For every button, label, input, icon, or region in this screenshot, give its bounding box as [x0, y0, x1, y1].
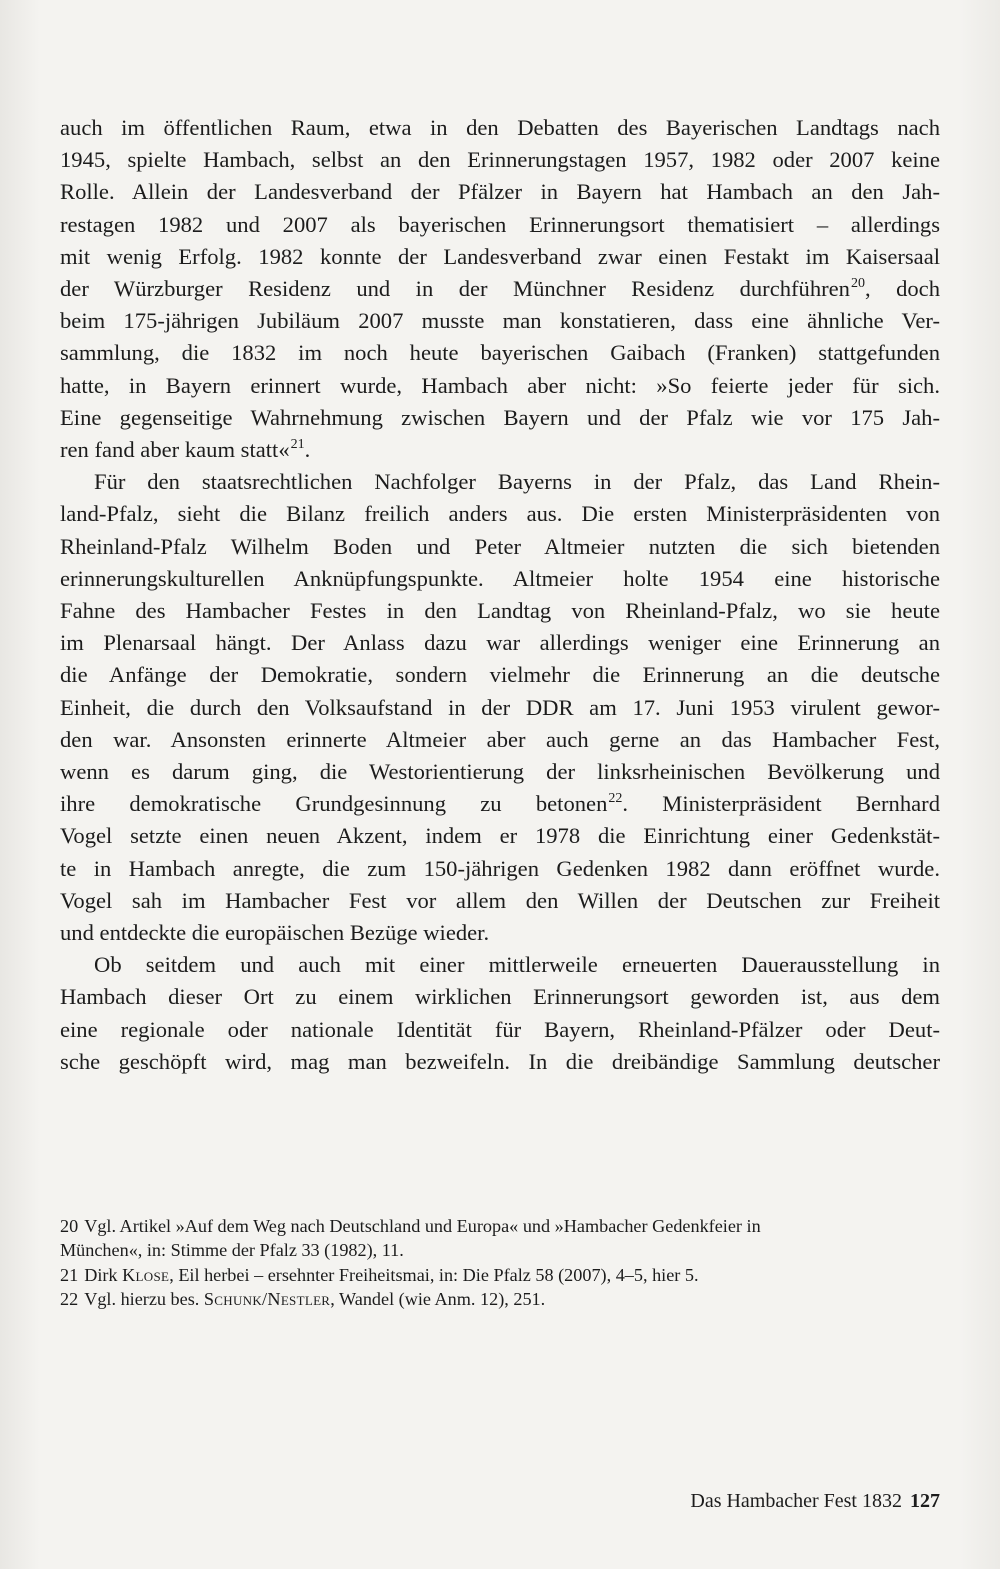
- text-line: Fahne des Hambacher Festes in den Landtag von Rheinland-Pfalz, wo sie heute: [60, 598, 940, 624]
- footnote-number: 21: [60, 1264, 79, 1285]
- footnote-ref-22[interactable]: 22: [608, 791, 623, 807]
- text-line: Rheinland-Pfalz Wilhelm Boden und Peter Altmeier nutzten die sich bietenden: [60, 533, 940, 559]
- text-line-with-footnote: [60, 273, 940, 305]
- text-line: und entdeckte die europäischen Bezüge wieder.: [60, 920, 490, 946]
- text-line: den war. Ansonsten erinnerte Altmeier aber auch gerne an das Hambacher Fest,: [60, 726, 940, 752]
- footnote-text: Vgl. Artikel »Auf dem Weg nach Deutschland und Europa« und »Hambacher Gedenkfeier in: [84, 1216, 761, 1236]
- footnote-20: [60, 1214, 940, 1238]
- footnote-authors: Schunk/Nestler: [203, 1289, 331, 1310]
- text-line: land-Pfalz, sieht die Bilanz freilich anders aus. Die ersten Ministerpräsidenten von: [60, 501, 940, 527]
- paragraph-1: [60, 112, 940, 466]
- text-line: te in Hambach anregte, die zum 150-jährigen Gedenken 1982 dann eröffnet wurde.: [60, 855, 940, 881]
- footnote-prefix: Vgl. hierzu bes.: [84, 1289, 200, 1310]
- footnote-text: , Wandel (wie Anm. 12), 251.: [330, 1289, 546, 1310]
- text-line: Rolle. Allein der Landesverband der Pfälzer in Bayern hat Hambach an den Jah-: [60, 179, 940, 205]
- text-line: Ob seitdem und auch mit einer mittlerweile erneuerten Dauerausstellung in: [94, 952, 940, 978]
- text-line: Einheit, die durch den Volksaufstand in der DDR am 17. Juni 1953 virulent gewor-: [60, 694, 940, 720]
- text-line: Für den staatsrechtlichen Nachfolger Bayerns in der Pfalz, das Land Rhein-: [94, 469, 940, 495]
- footnote-number: 22: [60, 1289, 79, 1310]
- footnote-ref-20[interactable]: 20: [850, 276, 865, 292]
- footnote-author-last: Klose: [122, 1264, 170, 1285]
- text-line: hatte, in Bayern erinnert wurde, Hambach aber nicht: »So feierte jeder für sich.: [60, 372, 940, 398]
- text-line: im Plenarsaal hängt. Der Anlass dazu war allerdings weniger eine Erinnerung an: [60, 630, 940, 656]
- text-line-part: ihre demokratische Grundgesinnung zu betonen: [60, 791, 608, 817]
- main-text: [60, 112, 940, 1078]
- text-line: Vogel setzte einen neuen Akzent, indem er 1978 die Einrichtung einer Gedenkstät-: [60, 823, 940, 849]
- text-line: 1945, spielte Hambach, selbst an den Erinnerungstagen 1957, 1982 oder 2007 keine: [60, 147, 940, 173]
- text-line: eine regionale oder nationale Identität für Bayern, Rheinland-Pfälzer oder Deut-: [60, 1016, 940, 1042]
- text-line: wenn es darum ging, die Westorientierung der linksrheinischen Bevölkerung und: [60, 759, 940, 785]
- footnotes: [60, 1214, 940, 1312]
- footnote-22: [60, 1287, 940, 1311]
- running-title: Das Hambacher Fest 1832: [690, 1490, 902, 1512]
- running-footer: [690, 1490, 940, 1513]
- footnote-20-continued: [60, 1238, 940, 1262]
- text-line: Hambach dieser Ort zu einem wirklichen Erinnerungsort geworden ist, aus dem: [60, 984, 940, 1010]
- footnote-21: [60, 1263, 940, 1287]
- text-line: Vogel sah im Hambacher Fest vor allem den Willen der Deutschen zur Freiheit: [60, 887, 940, 913]
- text-line: die Anfänge der Demokratie, sondern vielmehr die Erinnerung an die deutsche: [60, 662, 940, 688]
- text-line: erinnerungskulturellen Anknüpfungspunkte. Altmeier holte 1954 eine historische: [60, 565, 940, 591]
- footnote-text: , Eil herbei – ersehnter Freiheitsmai, in: Die Pfalz 58 (2007), 4–5, hier 5.: [169, 1264, 699, 1285]
- text-line-part: .: [304, 437, 311, 463]
- text-line-part: , doch: [864, 276, 941, 302]
- text-line: sammlung, die 1832 im noch heute bayerischen Gaibach (Franken) stattgefunden: [60, 340, 940, 366]
- text-line: sche geschöpft wird, mag man bezweifeln. In die dreibändige Sammlung deutscher: [60, 1048, 940, 1074]
- paragraph-3: [60, 949, 940, 1078]
- page-number: 127: [910, 1490, 940, 1512]
- text-line: mit wenig Erfolg. 1982 konnte der Landesverband zwar einen Festakt im Kaisersaal: [60, 243, 940, 269]
- footnote-ref-21[interactable]: 21: [290, 437, 305, 453]
- text-line: restagen 1982 und 2007 als bayerischen Erinnerungsort thematisiert – allerdings: [60, 211, 940, 237]
- text-line-part: der Würzburger Residenz und in der Münchner Residenz durchführen: [60, 276, 850, 302]
- footnote-author-first: Dirk: [84, 1264, 118, 1285]
- text-line: auch im öffentlichen Raum, etwa in den Debatten des Bayerischen Landtags nach: [60, 115, 940, 140]
- text-line: beim 175-jährigen Jubiläum 2007 musste man konstatieren, dass eine ähnliche Ver-: [60, 308, 940, 334]
- footnote-text: München«, in: Stimme der Pfalz 33 (1982), 11.: [60, 1240, 404, 1261]
- text-line-with-footnote: [60, 788, 940, 820]
- text-line: Eine gegenseitige Wahrnehmung zwischen Bayern und der Pfalz wie vor 175 Jah-: [60, 404, 940, 430]
- footnote-number: 20: [60, 1216, 79, 1236]
- text-line-part: ren fand aber kaum statt«: [60, 437, 290, 463]
- text-line-part: . Ministerpräsident Bernhard: [622, 791, 940, 817]
- paragraph-2: [60, 466, 940, 949]
- text-line-with-footnote: [60, 434, 940, 466]
